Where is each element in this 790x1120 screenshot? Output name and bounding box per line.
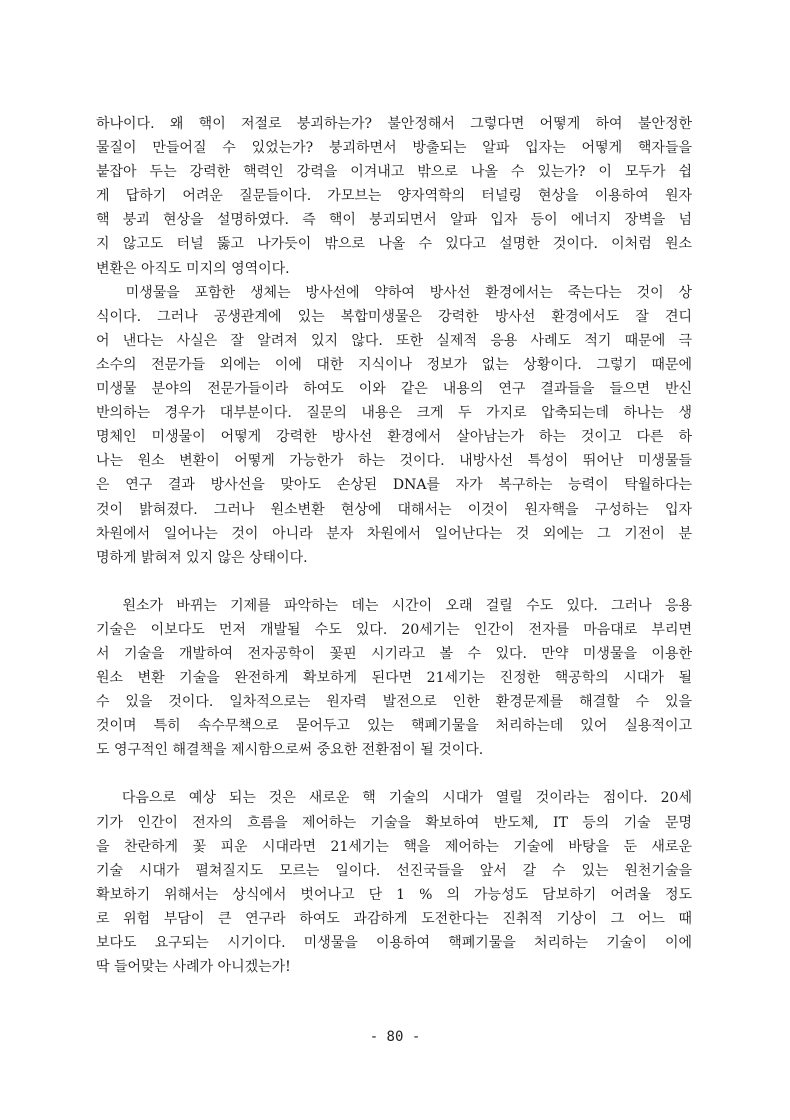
text-line: 미생물 분야의 전문가들이라 하여도 이와 같은 내용의 연구 결과들을 들으면 반신 (96, 381, 692, 398)
text-line: 것이 밝혀졌다. 그러나 원소변환 현상에 대해서는 이것이 원자핵을 구성하는 입자 (96, 501, 692, 518)
text-line: 어 낸다는 사실은 잘 알려져 있지 않다. 또한 실제적 응용 사례도 적기 때문에 극 (96, 332, 692, 349)
body-text (96, 112, 692, 979)
paragraph-spacer (96, 762, 692, 786)
text-line: 원소가 바뀌는 기제를 파악하는 데는 시간이 오래 걸릴 수도 있다. 그러나 응용 (96, 597, 692, 614)
text-line: 소수의 전문가들 외에는 이에 대한 지식이나 정보가 없는 상황이다. 그렇기 때문에 (96, 356, 692, 373)
text-line: 명하게 밝혀져 있지 않은 상태이다. (96, 549, 308, 566)
text-line: 다음으로 예상 되는 것은 새로운 핵 기술의 시대가 열릴 것이라는 점이다. 20세 (96, 790, 692, 807)
text-line: 미생물을 포함한 생체는 방사선에 약하여 방사선 환경에서는 죽는다는 것이 상 (96, 284, 692, 301)
text-line: 은 연구 결과 방사선을 맞아도 손상된 DNA를 자가 복구하는 능력이 탁월하다는 (96, 477, 692, 494)
text-line: 기가 인간이 전자의 흐름을 제어하는 기술을 확보하여 반도체, IT 등의 기술 문명 (96, 814, 692, 831)
text-line: 확보하기 위해서는 상식에서 벗어나고 단 1 % 의 가능성도 담보하기 어려울 정도 (96, 886, 692, 903)
paragraph-spacer (96, 570, 692, 594)
text-line: 물질이 만들어질 수 있었는가? 붕괴하면서 방출되는 알파 입자는 어떻게 핵자들을 (96, 140, 692, 157)
text-line: 딱 들어맞는 사례가 아니겠는가! (96, 959, 291, 976)
text-line: 도 영구적인 해결책을 제시함으로써 중요한 전환점이 될 것이다. (96, 742, 484, 759)
text-line: 지 않고도 터널 뚫고 나가듯이 밖으로 나올 수 있다고 설명한 것이다. 이처럼 원소 (96, 236, 692, 253)
text-line: 것이며 특히 속수무책으로 묻어두고 있는 핵폐기물을 처리하는데 있어 실용적이고 (96, 718, 692, 735)
paragraph-1 (96, 112, 692, 281)
page-number: - 80 - (369, 1029, 421, 1045)
text-line: 게 답하기 어려운 질문들이다. 가모브는 양자역학의 터널링 현상을 이용하여 원자 (96, 188, 692, 205)
text-line: 보다도 요구되는 시기이다. 미생물을 이용하여 핵폐기물을 처리하는 기술이 이에 (96, 935, 692, 951)
text-line: 핵 붕괴 현상을 설명하였다. 즉 핵이 붕괴되면서 알파 입자 등이 에너지 장벽을 넘 (96, 212, 692, 229)
paragraph-3 (96, 594, 692, 763)
text-line: 원소 변환 기술을 완전하게 확보하게 된다면 21세기는 진정한 핵공학의 시대가 될 (96, 670, 692, 687)
text-line: 기술 시대가 펼쳐질지도 모르는 일이다. 선진국들을 앞서 갈 수 있는 원천기술을 (96, 862, 692, 879)
text-line: 변환은 아직도 미지의 영역이다. (96, 260, 290, 277)
text-line: 식이다. 그러나 공생관계에 있는 복합미생물은 강력한 방사선 환경에서도 잘 견디 (96, 308, 692, 325)
text-line: 차원에서 일어나는 것이 아니라 분자 차원에서 일어난다는 것 외에는 그 기전이 분 (96, 525, 692, 542)
text-line: 수 있을 것이다. 일차적으로는 원자력 발전으로 인한 환경문제를 해결할 수 있을 (96, 694, 692, 711)
text-line: 나는 원소 변환이 어떻게 가능한가 하는 것이다. 내방사선 특성이 뛰어난 미생물들 (96, 453, 692, 470)
text-line: 명체인 미생물이 어떻게 강력한 방사선 환경에서 살아남는가 하는 것이고 다른 하 (96, 429, 692, 446)
paragraph-2 (96, 281, 692, 570)
text-line: 반의하는 경우가 대부분이다. 질문의 내용은 크게 두 가지로 압축되는데 하나는 생 (96, 405, 692, 422)
text-line: 붙잡아 두는 강력한 핵력인 강력을 이겨내고 밖으로 나올 수 있는가? 이 모두가 쉽 (96, 164, 692, 181)
text-line: 하나이다. 왜 핵이 저절로 붕괴하는가? 불안정해서 그렇다면 어떻게 하여 불안정한 (96, 116, 692, 132)
text-line: 서 기술을 개발하여 전자공학이 꽃핀 시기라고 볼 수 있다. 만약 미생물을 이용한 (96, 645, 692, 662)
text-line: 기술은 이보다도 먼저 개발될 수도 있다. 20세기는 인간이 전자를 마음대로 부리면 (96, 621, 692, 638)
paragraph-4 (96, 786, 692, 979)
text-line: 을 찬란하게 꽃 피운 시대라면 21세기는 핵을 제어하는 기술에 바탕을 둔 새로운 (96, 838, 692, 855)
text-line: 로 위험 부담이 큰 연구라 하여도 과감하게 도전한다는 진취적 기상이 그 어느 때 (96, 910, 692, 927)
